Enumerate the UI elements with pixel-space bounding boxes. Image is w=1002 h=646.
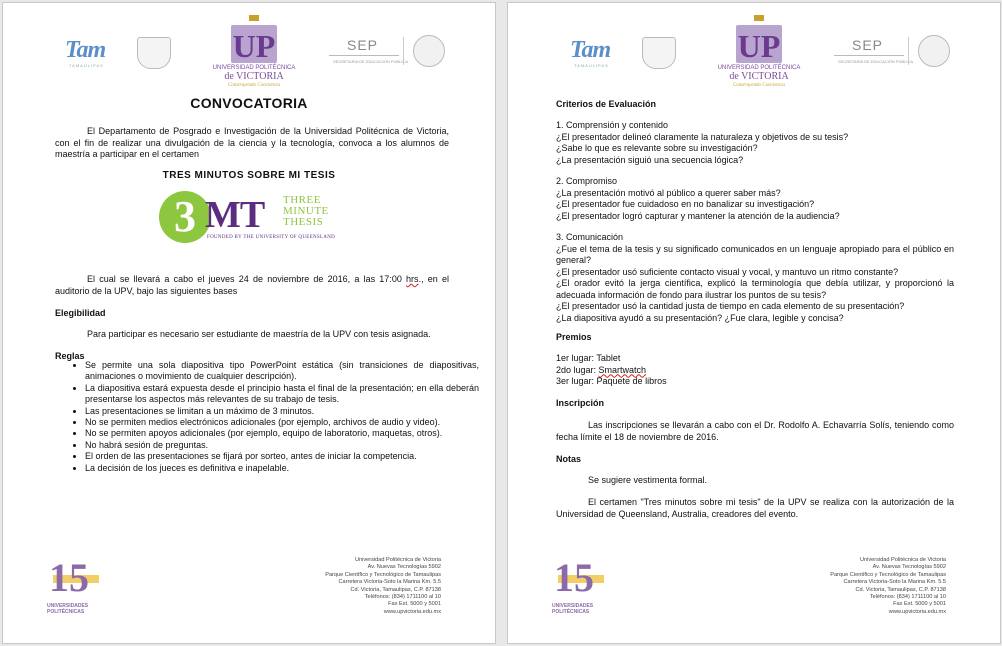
address-line: Universidad Politécnica de Victoria — [859, 557, 946, 563]
list-item: ¿La presentación motivó al público a querer saber más? — [556, 187, 781, 198]
tam-logo-subtitle: TAMAULIPAS — [69, 63, 104, 68]
footer-logo-number: 15 — [49, 555, 89, 600]
list-item: • Se permite una sola diapositiva tipo PowerPoint estática (sin transiciones de diapositivas, animaciones o movimiento de cualquier descripción). — [85, 360, 479, 383]
address-line: Carretera Victoria-Soto la Marina Km. 5.5 — [338, 579, 441, 586]
list-item — [556, 365, 954, 377]
upv-name-line2: de VICTORIA — [224, 71, 284, 82]
criterio-1-title: 1. Comprensión y contenido — [556, 120, 669, 130]
sep-divider-line — [834, 55, 904, 56]
list-item: ¿La diapositiva ayudó a su presentación? ¿Fue clara, legible y concisa? — [556, 312, 844, 323]
address-line: www.upvictoria.edu.mx — [888, 608, 946, 615]
list-item: ¿Sabe lo que es relevante sobre su investigación? — [556, 143, 758, 153]
upv-logo-icon — [730, 15, 788, 67]
address-line: Teléfonos: (834) 1711100 al 10 — [869, 594, 946, 601]
premio-2-word: Smartwatch — [598, 364, 647, 375]
footer-logo-line: UNIVERSIDADES — [47, 603, 89, 609]
list-item: 3er lugar: Paquete de libros — [556, 376, 667, 386]
inscripcion-heading: Inscripción — [556, 398, 605, 408]
header-divider — [908, 37, 909, 65]
list-item: ¿La presentación siguió una secuencia lógica? — [556, 154, 744, 165]
list-item: • La decisión de los jueces es definitiva e inapelable. — [85, 463, 479, 474]
header-divider — [403, 37, 404, 65]
address-line: Av. Nuevas Tecnologías 5902 — [367, 564, 441, 571]
notas-heading: Notas — [556, 454, 582, 464]
list-item: ¿El presentador usó suficiente contacto visual y vocal, y mantuvo un ritmo constante? — [556, 266, 899, 277]
address-line: Fax Ext. 5000 y 5001 — [388, 601, 441, 608]
list-item: • No se permiten medios electrónicos adicionales (por ejemplo, archivos de audio y video). — [85, 417, 479, 428]
list-item: • El orden de las presentaciones se fijará por sorteo, antes de iniciar la competencia. — [85, 451, 479, 462]
upv-name-line1: UNIVERSIDAD POLITÉCNICA — [212, 65, 296, 71]
address-line: Teléfonos: (834) 1711100 al 10 — [364, 594, 441, 601]
footer-address — [830, 557, 946, 616]
page-title: CONVOCATORIA — [190, 95, 308, 111]
tamaulipas-shield-icon — [642, 37, 676, 69]
upv-name-line1: UNIVERSIDAD POLITÉCNICA — [717, 65, 801, 71]
tam-logo-subtitle: TAMAULIPAS — [574, 63, 609, 68]
address-line: Parque Científico y Tecnológico de Tamaulipas — [830, 571, 946, 578]
criterio-1 — [556, 120, 954, 166]
criterio-3-title: 3. Comunicación — [556, 232, 624, 242]
event-text-hrs: hrs — [406, 274, 419, 284]
address-line: Parque Científico y Tecnológico de Tamaulipas — [325, 571, 441, 578]
elegibilidad-heading: Elegibilidad — [55, 308, 106, 318]
document-page-1 — [2, 2, 496, 644]
document-page-2 — [507, 2, 1001, 644]
list-item: • No se permiten apoyos adicionales (por ejemplo, equipo de laboratorio, maquetas, otros). — [85, 428, 479, 439]
address-line: Av. Nuevas Tecnologías 5902 — [872, 564, 946, 571]
criterio-2-title: 2. Compromiso — [556, 176, 618, 186]
upv-logo-letters: UP — [232, 28, 276, 64]
event-text-pre: El cual se llevará a cabo el jueves 24 de noviembre de 2016, a las 17:00 — [87, 274, 407, 284]
3mt-logo-digit: 3 — [159, 191, 211, 243]
universidades-politecnicas-logo-icon — [49, 557, 99, 603]
mexico-seal-icon — [918, 35, 950, 67]
address-line: Carretera Victoria-Soto la Marina Km. 5.5 — [843, 579, 946, 586]
footer-logo-text — [47, 603, 88, 615]
footer-logo-line: POLITÉCNICAS — [47, 609, 85, 615]
sep-logo: SEP — [347, 37, 379, 53]
3mt-logo-word: THESIS — [283, 216, 324, 228]
list-item: • No habrá sesión de preguntas. — [85, 440, 479, 451]
upv-logo-letters: UP — [737, 28, 781, 64]
list-item: 1er lugar: Tablet — [556, 353, 621, 363]
footer-logo-text — [552, 603, 593, 615]
list-item: ¿Fue el tema de la tesis y su significado comunicados en un lenguaje apropiado para el público en general? — [556, 243, 954, 265]
address-line: Cd. Victoria, Tamaulipas, C.P. 87138 — [855, 586, 946, 593]
address-line: Universidad Politécnica de Victoria — [354, 557, 441, 563]
sep-logo: SEP — [852, 37, 884, 53]
event-paragraph — [55, 274, 449, 297]
sep-logo-subtitle: SECRETARÍA DE EDUCACIÓN PÚBLICA — [838, 59, 914, 64]
event-subtitle: TRES MINUTOS SOBRE MI TESIS — [162, 170, 336, 181]
upv-logo-icon — [225, 15, 283, 67]
footer-logo-line: UNIVERSIDADES — [552, 603, 594, 609]
list-item: ¿El presentador usó la cantidad justa de tiempo en cada elemento de su presentación? — [556, 301, 905, 311]
criterio-2 — [556, 176, 954, 222]
footer-logo-line: POLITÉCNICAS — [552, 609, 590, 615]
upv-slogan: Construyendo Conciencia — [732, 83, 786, 88]
list-item: ¿El presentador delineó claramente la naturaleza y objetivos de su tesis? — [556, 131, 849, 142]
criterio-3 — [556, 232, 954, 324]
page-header — [3, 15, 495, 87]
upv-slogan: Construyendo Conciencia — [227, 83, 281, 88]
elegibilidad-text: Para participar es necesario ser estudiante de maestría de la UPV con tesis asignada. — [87, 329, 431, 339]
intro-paragraph: El Departamento de Posgrado e Investigación de la Universidad Politécnica de Victoria, con el fin de realizar una divulgación de la ciencia y la tecnología, convoca a los alumnos de maestría a participar en el certamen — [55, 126, 449, 159]
tamaulipas-shield-icon — [137, 37, 171, 69]
3mt-logo-letters: MT — [205, 194, 265, 236]
address-line: www.upvictoria.edu.mx — [383, 608, 441, 615]
nota-1: Se sugiere vestimenta formal. — [588, 475, 708, 485]
criterios-heading: Criterios de Evaluación — [556, 99, 657, 109]
event-text-post: ., en el auditorio de la UPV, bajo las siguientes bases — [55, 274, 449, 296]
tam-logo: Tam — [570, 37, 611, 63]
list-item: • La diapositiva estará expuesta desde el principio hasta el final de la presentación; en ella deberán presentarse los aspectos más relevantes de su trabajo de tesis. — [85, 383, 479, 406]
3mt-logo-founded: FOUNDED BY THE UNIVERSITY OF QUEENSLAND — [207, 235, 336, 240]
3mt-logo — [159, 191, 349, 249]
3mt-logo-words — [283, 195, 329, 228]
premios-heading: Premios — [556, 332, 592, 342]
sep-logo-subtitle: SECRETARÍA DE EDUCACIÓN PÚBLICA — [333, 59, 409, 64]
sep-divider-line — [329, 55, 399, 56]
list-item: • Las presentaciones se limitan a un máximo de 3 minutos. — [85, 406, 479, 417]
universidades-politecnicas-logo-icon — [554, 557, 604, 603]
page-header — [508, 15, 1000, 87]
upv-name-line2: de VICTORIA — [729, 71, 789, 82]
address-line: Fax Ext. 5000 y 5001 — [893, 601, 946, 608]
tam-logo: Tam — [65, 37, 106, 63]
inscripcion-text: Las inscripciones se llevarán a cabo con el Dr. Rodolfo A. Echavarría Solís, teniendo como fecha límite el 18 de noviembre de 2016. — [556, 420, 954, 442]
nota-2: El certamen "Tres minutos sobre mi tesis" de la UPV se realiza con la autorización de la Universidad de Queensland, Australia, creadores del evento. — [556, 497, 954, 519]
mexico-seal-icon — [413, 35, 445, 67]
premios-list — [556, 353, 954, 388]
list-item: ¿El presentador logró capturar y mantener la atención de la audiencia? — [556, 210, 840, 221]
3mt-logo-word: THREE — [283, 194, 321, 206]
list-item: ¿El presentador fue cuidadoso en no banalizar su investigación? — [556, 199, 815, 209]
reglas-heading: Reglas — [55, 351, 85, 361]
footer-logo-number: 15 — [554, 555, 594, 600]
3mt-logo-word: MINUTE — [283, 205, 329, 217]
premio-2-label: 2do lugar: — [556, 364, 599, 375]
reglas-list — [55, 360, 479, 474]
address-line: Cd. Victoria, Tamaulipas, C.P. 87138 — [350, 586, 441, 593]
list-item: ¿El orador evitó la jerga científica, explicó la terminología que debía utilizar, y proporcionó la adecuada información de fondo para ilustrar los puntos de su tesis? — [556, 278, 954, 300]
footer-address — [325, 557, 441, 616]
